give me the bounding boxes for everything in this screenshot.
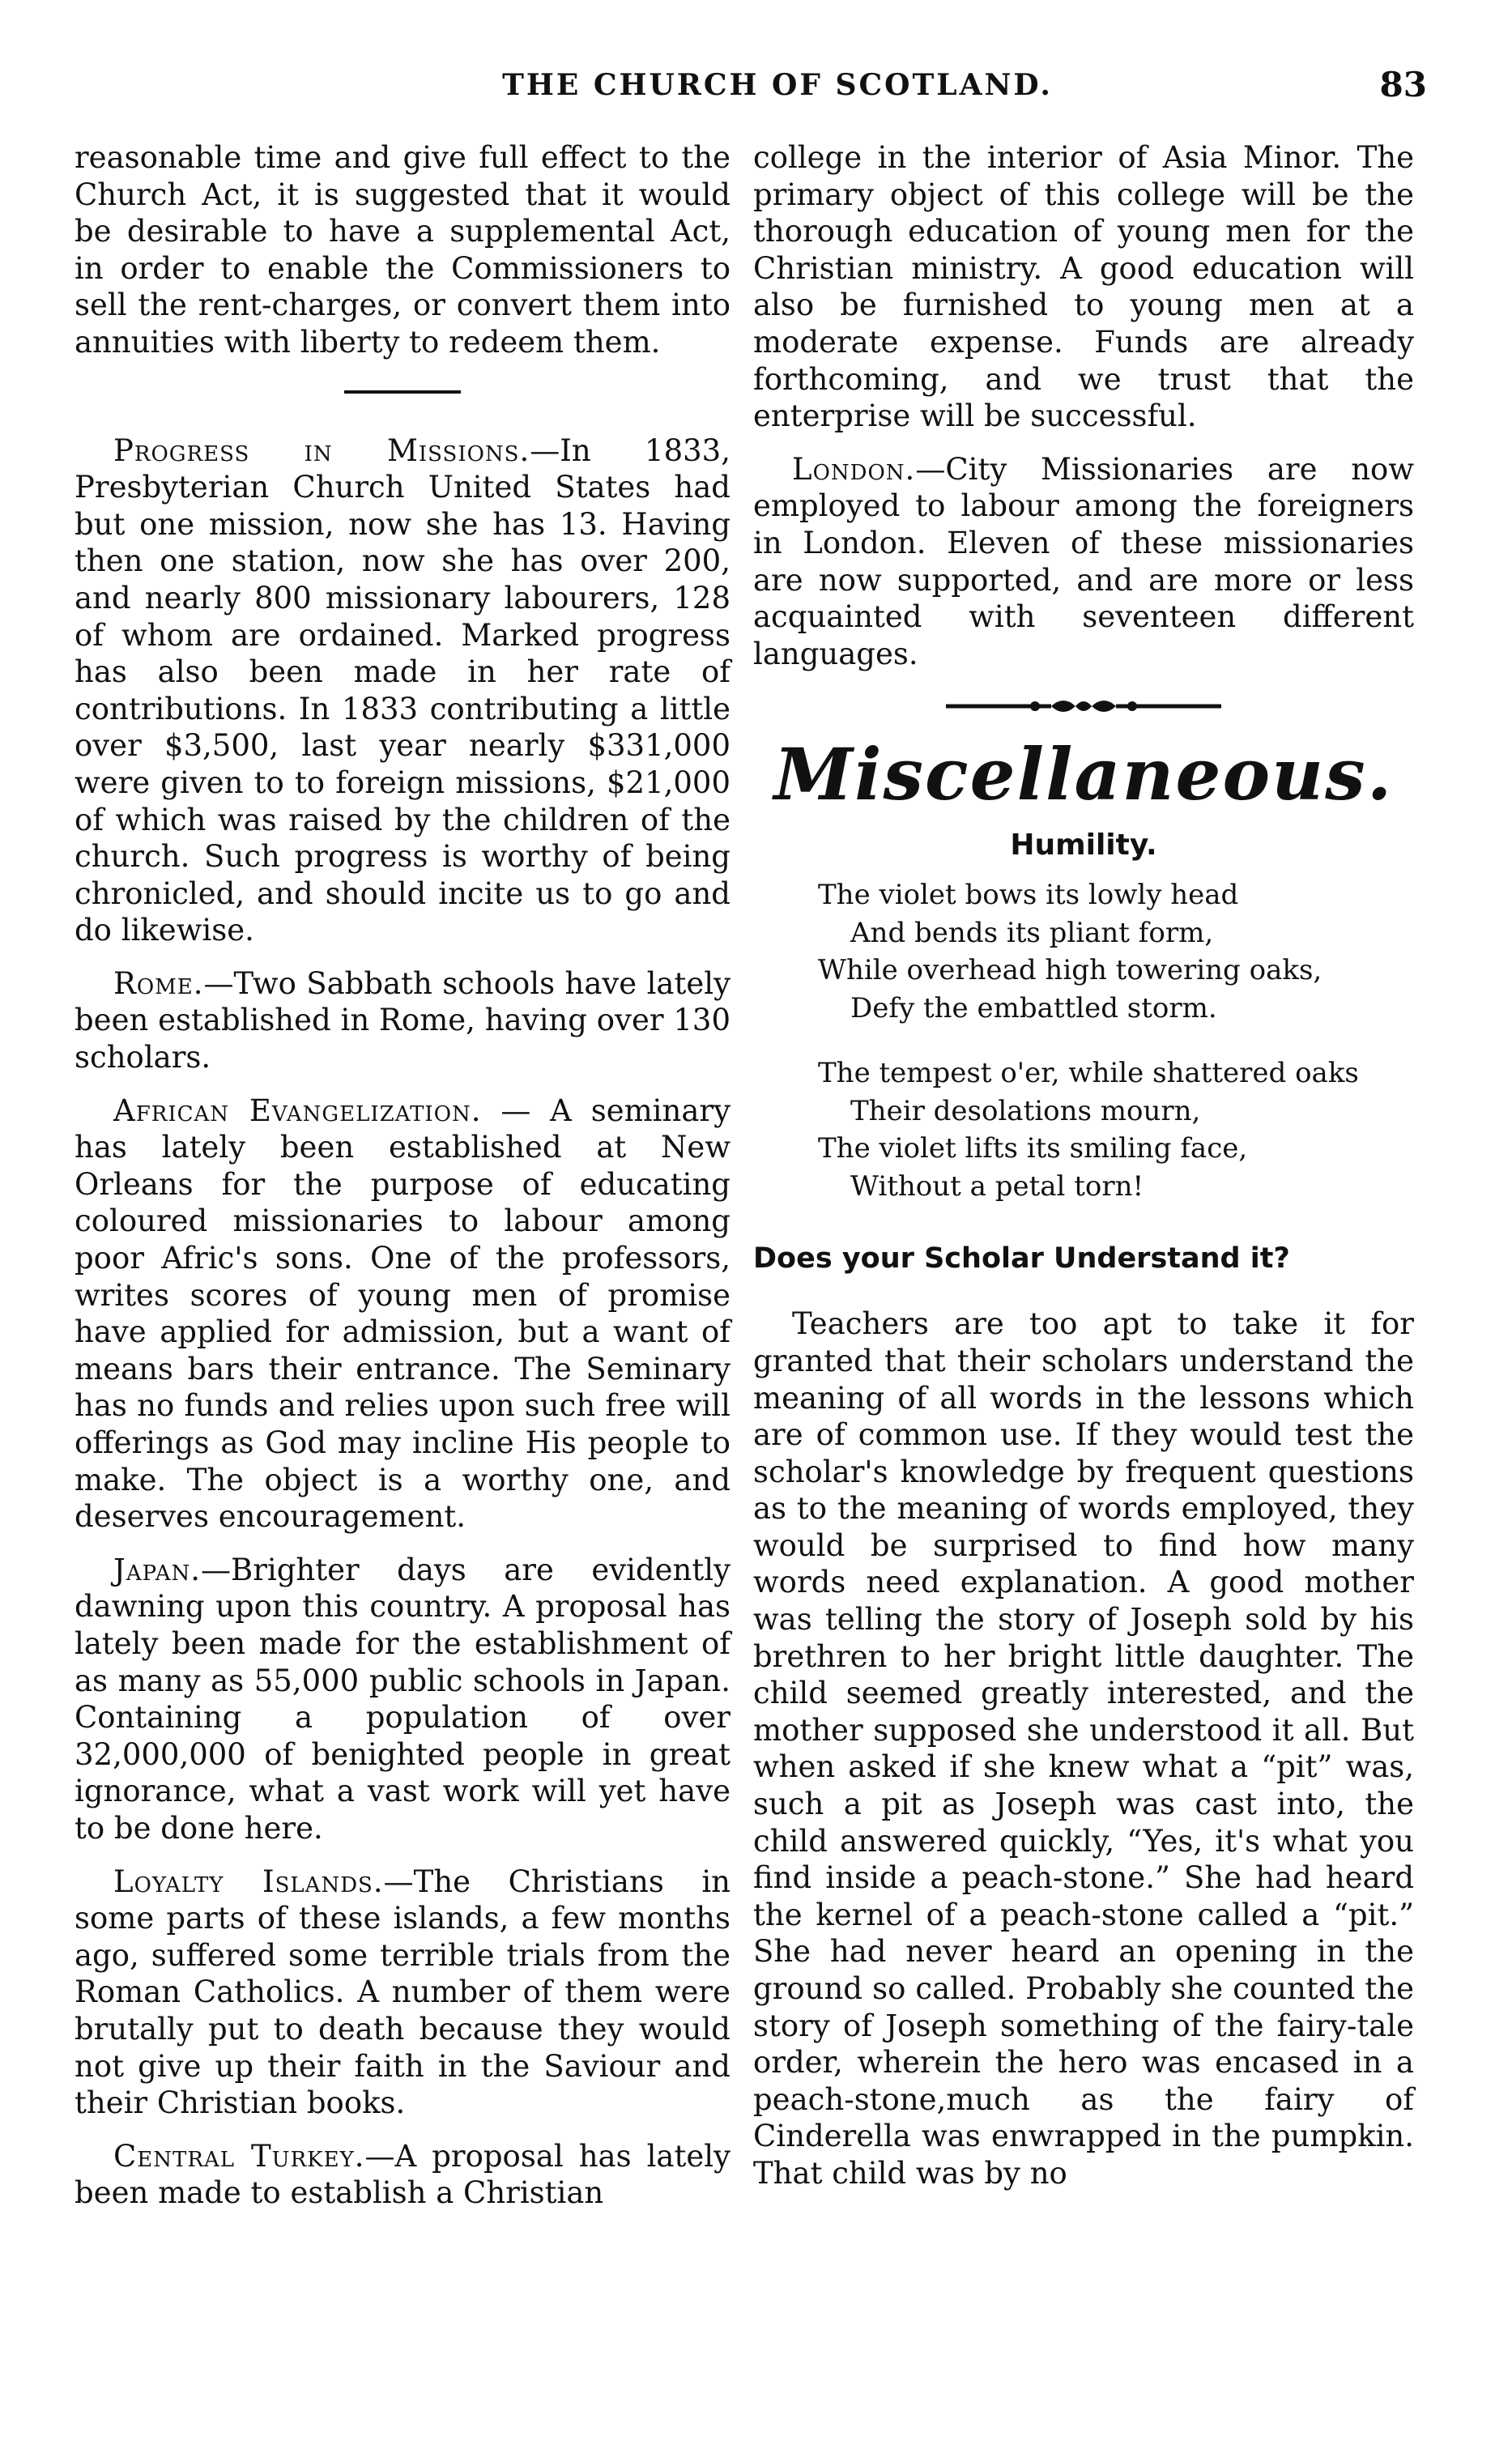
ornamental-divider-icon	[938, 690, 1229, 722]
section-divider	[344, 390, 461, 394]
poem-line: Without a petal torn!	[850, 1169, 1144, 1203]
continued-paragraph: reasonable time and give full effect to the Church Act, it is suggested that it would be desirable to have a supplemental Act, in order to enable the Commissioners to sell the rent-charges, or convert them into annuities with liberty to redeem them.	[75, 140, 730, 360]
news-item-text: — A seminary has lately been established at New Orleans for the purpose of educating coloured missionaries to labour among poor Afric's sons. One of the professors, writes scores of young men of promise have applied for admission, but a want of means bars their entrance. The Seminary has no funds and relies upon such free will offerings as God may incline His people to make. The object is a worthy one, and deserves encouragement.	[75, 1093, 730, 1535]
poem-line: The violet bows its lowly head	[818, 879, 1239, 912]
news-item-heading: London.	[792, 451, 916, 487]
news-item-heading: Progress in Missions.	[113, 432, 530, 468]
right-column	[753, 139, 1414, 2192]
poem	[753, 876, 1414, 1205]
news-item-rome	[75, 965, 730, 1076]
news-item-london	[753, 451, 1414, 673]
page-number: 83	[1379, 65, 1427, 104]
news-item-text: —The Christians in some parts of these islands, a few months ago, suffered some terrible trials from the Roman Catholics. A number of them were brutally put to death because they would not give up their faith in the Saviour and their Christian books.	[75, 1864, 730, 2121]
poem-line: The violet lifts its smiling face,	[818, 1132, 1248, 1165]
page-header	[0, 65, 1512, 117]
poem-line: Their desolations mourn,	[850, 1094, 1201, 1127]
news-item-text: —City Missionaries are now employed to labour among the foreigners in London. Eleven of these missionaries are now supported, and are more or less acquainted with seventeen different languages.	[753, 451, 1414, 671]
section-heading-miscellaneous: Miscellaneous.	[773, 732, 1394, 817]
article-title: Does your Scholar Understand it?	[753, 1242, 1290, 1276]
running-head: THE CHURCH OF SCOTLAND.	[502, 68, 1053, 102]
news-item-text: —Brighter days are evidently dawning upon this country. A proposal has lately been made for the establishment of as many as 55,000 public schools in Japan. Containing a population of over 32,000,000 of benighted people in great ignorance, what a vast work will yet have to be done here.	[75, 1552, 730, 1846]
news-item-japan	[75, 1552, 730, 1847]
news-item-heading: Central Turkey.	[113, 2138, 365, 2174]
news-item-heading: African Evangelization.	[113, 1093, 482, 1128]
poem-line: Defy the embattled storm.	[850, 991, 1217, 1024]
news-item-african-evangelization	[75, 1093, 730, 1536]
news-item-text: —A proposal has lately been made to establish a Christian	[75, 2138, 730, 2211]
poem-line: While overhead high towering oaks,	[818, 954, 1322, 987]
news-item-text: —In 1833, Presbyterian Church United States had but one mission, now she has 13. Having then one station, now she has over 200, and nearly 800 missionary labourers, 128 of whom are ordained. Marked progress has also been made in her rate of contributions. In 1833 contributing a little over $3,500, last year nearly $331,000 were given to to foreign missions, $21,000 of which was raised by the children of the church. Such progress is worthy of being chronicled, and should incite us to go and do likewise.	[75, 432, 730, 948]
poem-line: And bends its pliant form,	[850, 916, 1214, 949]
news-item-heading: Loyalty Islands.	[113, 1864, 384, 1899]
news-item-progress-in-missions	[75, 432, 730, 949]
poem-title: Humility.	[1010, 828, 1157, 863]
news-item-heading: Rome.	[113, 965, 204, 1001]
news-item-text: —Two Sabbath schools have lately been established in Rome, having over 130 scholars.	[75, 965, 730, 1076]
continued-paragraph: college in the interior of Asia Minor. The primary object of this college will be the thorough education of young men for the Christian ministry. A good education will also be furnished to young men at a moderate expense. Funds are already forthcoming, and we trust that the enterprise will be successful.	[753, 140, 1414, 434]
news-item-central-turkey	[75, 2138, 730, 2212]
article-body: Teachers are too apt to take it for granted that their scholars understand the meaning of all words in the lessons which are of common use. If they would test the scholar's knowledge by frequent questions as to the meaning of words employed, they would be surprised to find how many words need explanation. A good mother was telling the story of Joseph sold by his brethren to her bright little daughter. The child seemed greatly interested, and the mother supposed she understood it all. But when asked if she knew what a “pit” was, such a pit as Joseph was cast into, the child answered quickly, “Yes, it's what you find inside a peach-stone.” She had heard the kernel of a peach-stone called a “pit.” She had never heard an opening in the ground so called. Probably she counted the story of Joseph something of the fairy-tale order, wherein the hero was encased in a peach-stone,much as the fairy of Cinderella was enwrapped in the pumpkin. That child was by no	[753, 1306, 1414, 2191]
news-item-heading: Japan.	[113, 1552, 202, 1587]
left-column	[75, 139, 730, 2212]
poem-line: The tempest o'er, while shattered oaks	[818, 1057, 1359, 1090]
news-item-loyalty-islands	[75, 1864, 730, 2122]
